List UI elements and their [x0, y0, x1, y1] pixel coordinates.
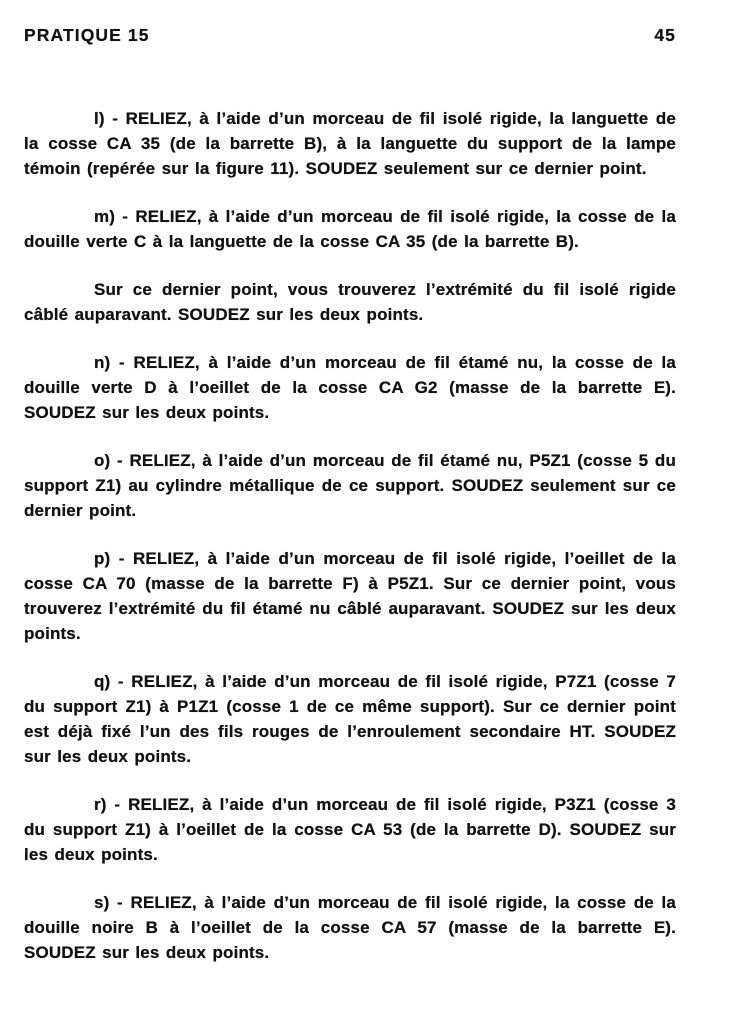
page-header: [24, 25, 676, 45]
paragraph-p: p) - RELIEZ, à l’aide d’un morceau de fil isolé rigide, l’oeillet de la cosse CA 70 (masse de la barrette F) à P5Z1. Sur ce dernier point, vous trouverez l’extrémité du fil étamé nu câblé auparavant. SOUDEZ sur les deux points.: [24, 549, 676, 643]
paragraph-n: n) - RELIEZ, à l’aide d’un morceau de fil étamé nu, la cosse de la douille verte D à l’oeillet de la cosse CA G2 (masse de la barrette E). SOUDEZ sur les deux points.: [24, 353, 676, 422]
paragraph-o: o) - RELIEZ, à l’aide d’un morceau de fil étamé nu, P5Z1 (cosse 5 du support Z1) au cylindre métallique de ce support. SOUDEZ seulement sur ce dernier point.: [24, 451, 676, 520]
paragraph-q: q) - RELIEZ, à l’aide d’un morceau de fil isolé rigide, P7Z1 (cosse 7 du support Z1) à P1Z1 (cosse 1 de ce même support). Sur ce dernier point est déjà fixé l’un des fils rouges de l’enroulement secondaire HT. SOUDEZ sur les deux points.: [24, 672, 676, 766]
document-body: [24, 106, 676, 965]
paragraph-s: s) - RELIEZ, à l’aide d’un morceau de fil isolé rigide, la cosse de la douille noire B à l’oeillet de la cosse CA 57 (masse de la barrette E). SOUDEZ sur les deux points.: [24, 893, 676, 962]
page-number: 45: [654, 25, 676, 45]
paragraph-m-continuation: Sur ce dernier point, vous trouverez l’extrémité du fil isolé rigide câblé auparavant. SOUDEZ sur les deux points.: [24, 280, 676, 324]
paragraph-m: m) - RELIEZ, à l’aide d’un morceau de fil isolé rigide, la cosse de la douille verte C à la languette de la cosse CA 35 (de la barrette B).: [24, 207, 676, 251]
paragraph-r: r) - RELIEZ, à l’aide d’un morceau de fil isolé rigide, P3Z1 (cosse 3 du support Z1) à l’oeillet de la cosse CA 53 (de la barrette D). SOUDEZ sur les deux points.: [24, 795, 676, 864]
header-title: PRATIQUE 15: [24, 25, 150, 45]
paragraph-l: l) - RELIEZ, à l’aide d’un morceau de fil isolé rigide, la languette de la cosse CA 35 (de la barrette B), à la languette du support de la lampe témoin (repérée sur la figure 11). SOUDEZ seulement sur ce dernier point.: [24, 109, 676, 178]
